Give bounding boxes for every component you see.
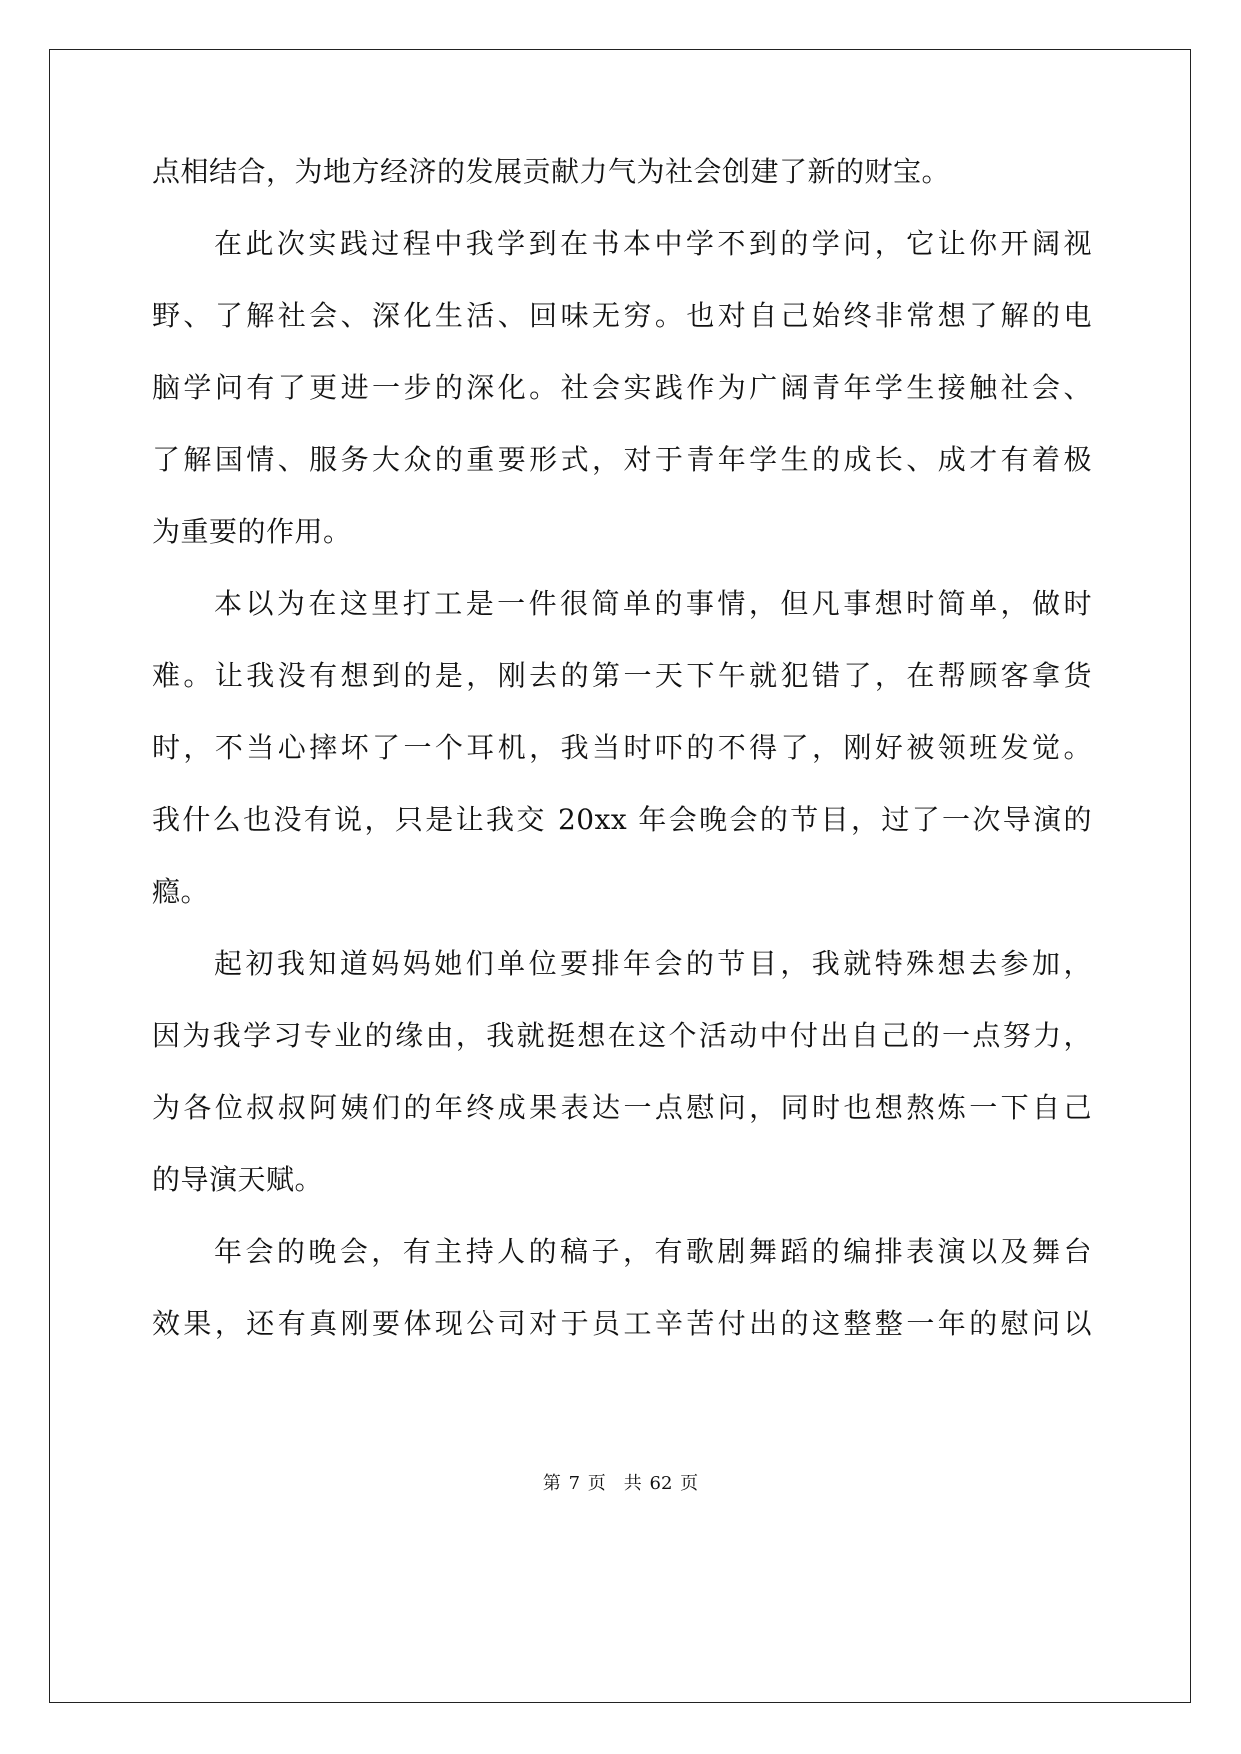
page-number: 第 7 页 — [542, 1473, 606, 1494]
paragraph-first-line: 起初我知道妈妈她们单位要排年会的节目，我就特殊想去参加， — [214, 947, 1092, 980]
page-total: 共 62 页 — [623, 1473, 699, 1494]
text-line: 为重要的作用。 — [152, 515, 352, 548]
text-line: 点相结合，为地方经济的发展贡献力气为社会创建了新的财宝。 — [152, 155, 951, 188]
text-line: 难。让我没有想到的是，刚去的第一天下午就犯错了，在帮顾客拿货 — [152, 659, 1092, 692]
text-line: 我什么也没有说，只是让我交 20xx 年会晚会的节目，过了一次导演的 — [152, 803, 1092, 836]
text-line: 野、了解社会、深化生活、回味无穷。也对自己始终非常想了解的电 — [152, 299, 1092, 332]
text-line: 了解国情、服务大众的重要形式，对于青年学生的成长、成才有着极 — [152, 443, 1092, 476]
text-line: 效果，还有真刚要体现公司对于员工辛苦付出的这整整一年的慰问以 — [152, 1307, 1092, 1340]
text-line: 脑学问有了更进一步的深化。社会实践作为广阔青年学生接触社会、 — [152, 371, 1092, 404]
text-line: 的导演天赋。 — [152, 1163, 324, 1196]
page-footer — [0, 1473, 1241, 1495]
paragraph-first-line: 年会的晚会，有主持人的稿子，有歌剧舞蹈的编排表演以及舞台 — [214, 1235, 1092, 1268]
paragraph-first-line: 本以为在这里打工是一件很简单的事情，但凡事想时简单，做时 — [214, 587, 1092, 620]
text-line: 为各位叔叔阿姨们的年终成果表达一点慰问，同时也想熬炼一下自己 — [152, 1091, 1092, 1124]
text-line: 瘾。 — [152, 875, 210, 908]
paragraph-first-line: 在此次实践过程中我学到在书本中学不到的学问，它让你开阔视 — [214, 227, 1092, 260]
text-line: 因为我学习专业的缘由，我就挺想在这个活动中付出自己的一点努力， — [152, 1019, 1092, 1052]
text-line: 时，不当心摔坏了一个耳机，我当时吓的不得了，刚好被领班发觉。 — [152, 731, 1092, 764]
